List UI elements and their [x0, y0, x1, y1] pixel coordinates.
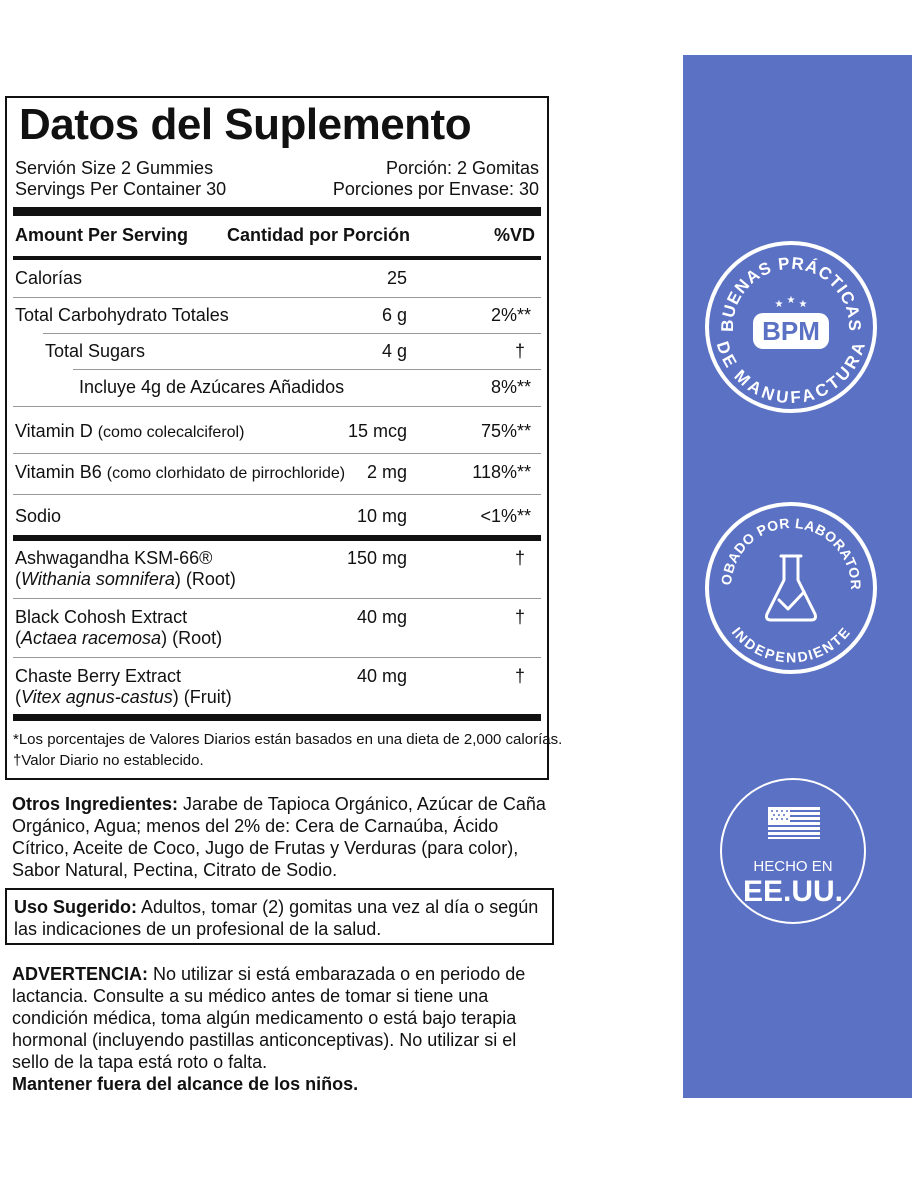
row-name: Vitamin B6 (como clorhidato de pirrochloride)	[15, 462, 346, 482]
bpm-top-arc: BUENAS PRÁCTICAS	[717, 253, 865, 333]
row-divider	[73, 369, 541, 370]
herb-latin: (Vitex agnus-castus) (Fruit)	[15, 687, 232, 707]
medium-divider	[13, 256, 541, 260]
warning	[12, 963, 534, 1095]
row-divider	[13, 297, 541, 298]
row-name: Vitamin D (como colecalciferol)	[15, 421, 245, 441]
herb-amount: 40 mg	[356, 666, 407, 686]
usa-line2: EE.UU.	[742, 875, 844, 908]
facts-title: Datos del Suplemento	[19, 100, 472, 149]
row-amount: 6 g	[381, 305, 407, 325]
serving-size-es: Porción: 2 Gomitas	[385, 158, 539, 178]
row-dv: <1%**	[480, 506, 531, 526]
svg-text:★: ★	[774, 299, 784, 310]
header-amount: Amount Per Serving	[15, 225, 189, 245]
row-name: Total Sugars	[45, 341, 146, 361]
row-dv: 118%**	[472, 462, 531, 482]
stars-icon	[775, 295, 808, 310]
bpm-center-label: BPM	[762, 316, 820, 346]
row-amount: 25	[386, 268, 407, 288]
row-amount: 15 mcg	[347, 421, 407, 441]
row-name: Sodio	[15, 506, 62, 526]
row-dv: 2%**	[490, 305, 531, 325]
herb-latin: (Withania somnifera) (Root)	[15, 569, 236, 589]
warning-label: ADVERTENCIA:	[12, 964, 149, 984]
herb-amount: 150 mg	[346, 548, 407, 568]
thick-divider	[13, 207, 541, 216]
herb-dv: †	[514, 666, 525, 686]
usa-line1: HECHO EN	[753, 858, 833, 875]
herb-name: Ashwagandha KSM-66®	[15, 548, 213, 568]
herb-amount: 40 mg	[356, 607, 407, 627]
serving-size-en: Servión Size 2 Gummies	[15, 158, 214, 178]
row-divider	[13, 598, 541, 599]
header-dv: %VD	[493, 225, 535, 245]
row-name: Total Carbohydrato Totales	[15, 305, 229, 325]
other-ingredients	[12, 793, 552, 881]
row-name: Calorías	[15, 268, 83, 288]
medium-divider	[13, 535, 541, 541]
row-divider	[13, 406, 541, 407]
herb-name: Chaste Berry Extract	[15, 666, 182, 686]
flask-check-icon	[767, 556, 816, 620]
herb-dv: †	[514, 607, 525, 627]
row-dv: 8%**	[490, 377, 531, 397]
herb-name: Black Cohosh Extract	[15, 607, 188, 627]
badge-panel	[683, 55, 912, 1098]
row-divider	[13, 494, 541, 495]
lab-tested-badge	[703, 500, 879, 676]
keep-away-text: Mantener fuera del alcance de los niños.	[12, 1074, 359, 1094]
bpm-bottom-arc: DE MANUFACTURA	[712, 339, 870, 408]
row-amount: 4 g	[381, 341, 407, 361]
suggested-use-text: Adultos, tomar (2) gomitas una vez al día o según las indicaciones de un profesional de la salud.	[14, 897, 539, 939]
row-dv: 75%**	[480, 421, 531, 441]
header-cantidad: Cantidad por Porción	[227, 225, 411, 245]
row-divider	[13, 657, 541, 658]
warning-text: No utilizar si está embarazada o en periodo de lactancia. Consulte a su médico antes de tomar si tiene una condición médica, toma algún medicamento o está bajo terapia hormonal (incluyendo pastillas anticonceptivas). No utilizar si el sello de la tapa está roto o falta.	[12, 964, 526, 1072]
row-amount: 10 mg	[356, 506, 407, 526]
row-dv: †	[514, 341, 525, 361]
other-ingredients-label: Otros Ingredientes:	[12, 794, 179, 814]
row-divider	[13, 453, 541, 454]
svg-text:★: ★	[798, 299, 808, 310]
herb-latin: (Actaea racemosa) (Root)	[15, 628, 223, 648]
other-ingredients-text: Jarabe de Tapioca Orgánico, Azúcar de Caña Orgánico, Agua; menos del 2% de: Cera de Carnaúba, Ácido Cítrico, Aceite de Coco, Jugo de Frutas y Verduras (para color), Sabor Natural, Pectina, Citrato de Sodio.	[12, 794, 546, 880]
servings-container-es: Porciones por Envase: 30	[332, 179, 539, 199]
row-name: Incluye 4g de Azúcares Añadidos	[79, 377, 345, 397]
svg-text:DE MANUFACTURA	[713, 339, 870, 407]
servings-container-en: Servings Per Container 30	[15, 179, 227, 199]
supplement-facts-panel	[5, 96, 563, 780]
thick-divider	[13, 714, 541, 721]
lab-bottom-arc: INDEPENDIENTE	[728, 624, 854, 666]
footnote-dagger: †Valor Diario no establecido.	[13, 752, 204, 769]
row-divider	[43, 333, 541, 334]
svg-text:★: ★	[786, 295, 796, 306]
made-in-usa-badge	[719, 777, 867, 925]
footnote-dv: *Los porcentajes de Valores Diarios están basados en una dieta de 2,000 calorías.	[13, 731, 563, 748]
suggested-use-label: Uso Sugerido:	[14, 897, 138, 917]
suggested-use-box	[5, 888, 554, 945]
bpm-badge	[703, 239, 879, 415]
herb-dv: †	[514, 548, 525, 568]
row-amount: 2 mg	[366, 462, 407, 482]
lab-top-arc: OBADO POR LABORATOR	[717, 514, 865, 591]
us-flag-icon	[768, 807, 820, 839]
